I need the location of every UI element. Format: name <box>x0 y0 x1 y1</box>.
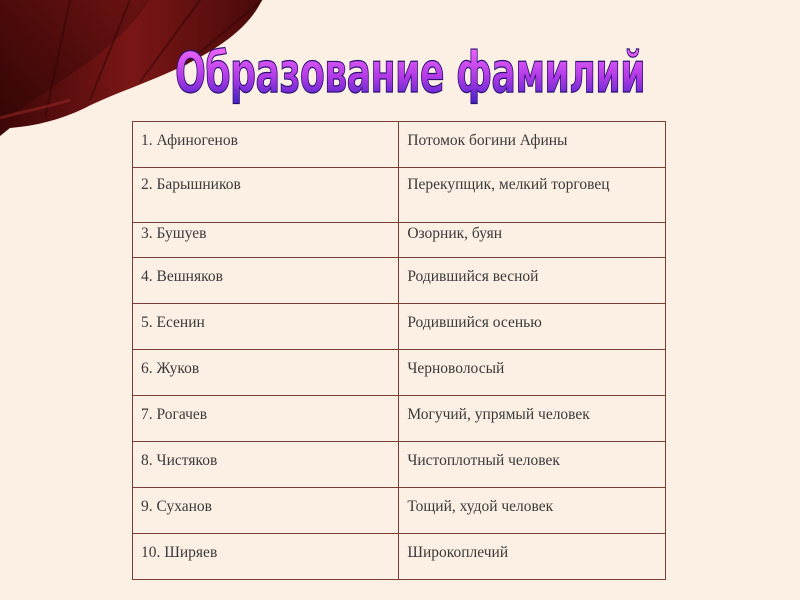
meaning-cell: Широкоплечий <box>399 534 666 580</box>
svg-text:Образование фамилий: Образование фамилий <box>175 41 645 106</box>
meaning-cell: Родившийся весной <box>399 258 666 304</box>
meaning-cell: Могучий, упрямый человек <box>399 396 666 442</box>
page-title <box>150 8 670 118</box>
table-row <box>133 304 666 350</box>
surname-cell: 9. Суханов <box>133 488 399 534</box>
meaning-cell: Чистоплотный человек <box>399 442 666 488</box>
table-row <box>133 396 666 442</box>
surname-cell: 10. Ширяев <box>133 534 399 580</box>
table-row <box>133 534 666 580</box>
meaning-cell: Черноволосый <box>399 350 666 396</box>
surname-cell: 6. Жуков <box>133 350 399 396</box>
table-row <box>133 488 666 534</box>
table-row <box>133 350 666 396</box>
table-row <box>133 122 666 168</box>
surname-cell: 3. Бушуев <box>133 223 399 258</box>
meaning-cell: Потомок богини Афины <box>399 122 666 168</box>
table-row <box>133 258 666 304</box>
table-row <box>133 223 666 258</box>
surnames-table <box>132 121 666 580</box>
meaning-cell: Озорник, буян <box>399 223 666 258</box>
surname-cell: 1. Афиногенов <box>133 122 399 168</box>
surname-cell: 5. Есенин <box>133 304 399 350</box>
surname-cell: 7. Рогачев <box>133 396 399 442</box>
table-row <box>133 442 666 488</box>
surname-cell: 4. Вешняков <box>133 258 399 304</box>
surname-cell: 2. Барышников <box>133 168 399 223</box>
meaning-cell: Родившийся осенью <box>399 304 666 350</box>
table-row <box>133 168 666 223</box>
surname-cell: 8. Чистяков <box>133 442 399 488</box>
meaning-cell: Перекупщик, мелкий торговец <box>399 168 666 223</box>
meaning-cell: Тощий, худой человек <box>399 488 666 534</box>
